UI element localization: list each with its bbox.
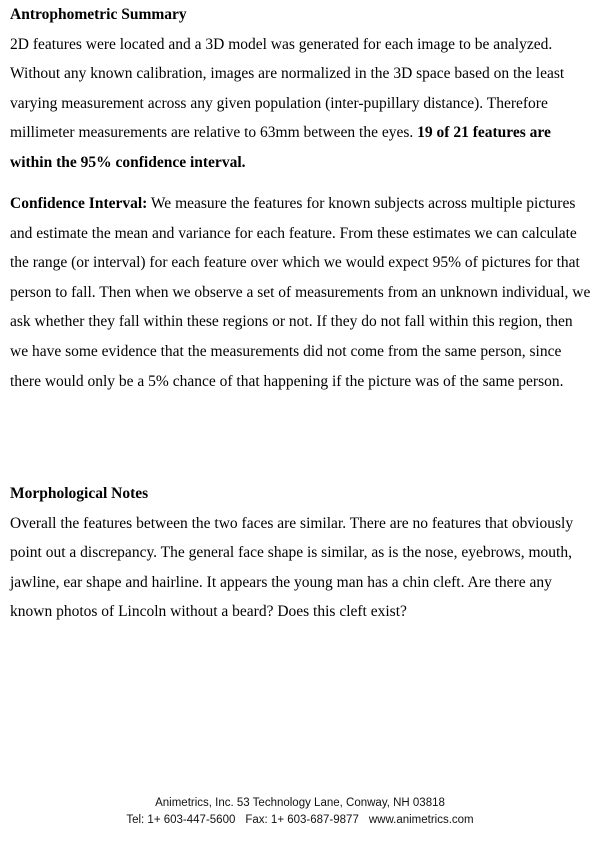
footer-contact-line xyxy=(0,812,600,829)
morphological-notes-section xyxy=(10,479,592,627)
morphological-notes-heading: Morphological Notes xyxy=(10,485,149,502)
summary-body: 2D features were located and a 3D model was generated for each image to be analyzed. Without any known calibration, images are normalized in the 3D space based on the least varying measurement across any given population (inter-pupillary distance). Therefore millimeter measurements are relative to 63mm between the eyes. xyxy=(10,35,565,142)
morphological-notes-body: Overall the features between the two faces are similar. There are no features that obviously point out a discrepancy. The general face shape is similar, as is the nose, eyebrows, mouth, jawline, ear shape and hairline. It appears the young man has a chin cleft. Are there any known photos of Lincoln without a beard? Does this cleft exist? xyxy=(10,514,574,621)
confidence-interval-paragraph xyxy=(10,189,592,396)
summary-heading: Antrophometric Summary xyxy=(10,6,187,23)
footer-address: Animetrics, Inc. 53 Technology Lane, Conway, NH 03818 xyxy=(155,797,445,809)
anthropometric-summary-section xyxy=(10,0,592,178)
summary-emphasis: 19 of 21 features are within the 95% confidence interval. xyxy=(10,124,551,171)
page-footer xyxy=(0,795,600,829)
confidence-interval-heading: Confidence Interval: xyxy=(10,195,148,212)
confidence-interval-body: We measure the features for known subjects across multiple pictures and estimate the mean and variance for each feature. From these estimates we can calculate the range (or interval) for each feature over which we would expect 95% of pictures for that person to fall. Then when we observe a set of measurements from an unknown individual, we ask whether they fall within these regions or not. If they do not fall within this region, then we have some evidence that the measurements did not come from the same person, since there would only be a 5% chance of that happening if the picture was of the same person. xyxy=(10,195,591,390)
footer-tel: Tel: 1+ 603-447-5600 xyxy=(126,814,236,826)
footer-web: www.animetrics.com xyxy=(368,814,474,826)
summary-paragraph xyxy=(10,30,592,178)
confidence-interval-section xyxy=(10,189,592,396)
footer-fax: Fax: 1+ 603-687-9877 xyxy=(245,814,359,826)
